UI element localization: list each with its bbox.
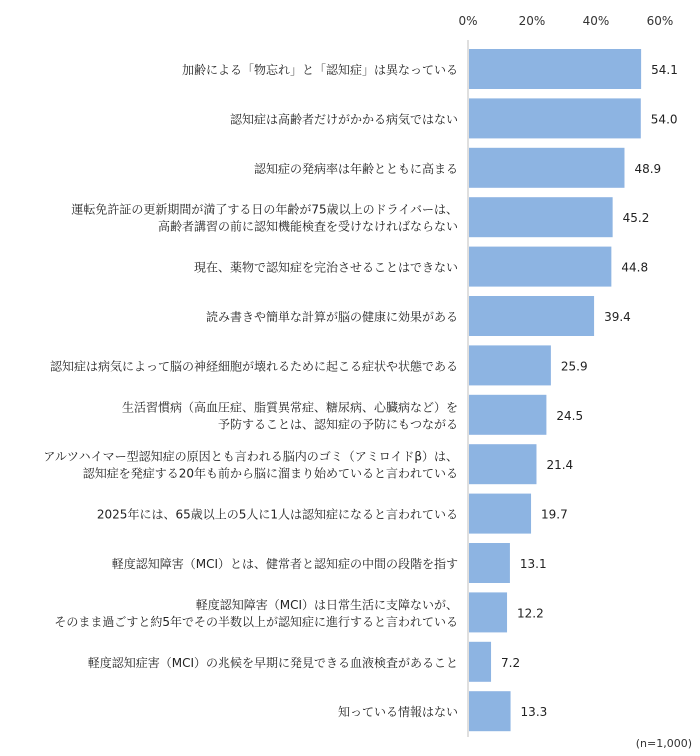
- bar: [469, 444, 536, 484]
- value-label: 48.9: [634, 161, 662, 176]
- x-tick-label: 0%: [458, 14, 478, 28]
- bar: [469, 296, 594, 336]
- x-tick-label: 60%: [646, 14, 674, 28]
- value-label: 13.3: [520, 705, 548, 720]
- category-label: 軽度認知障害（MCI）は日常生活に支障ないが、: [195, 597, 458, 612]
- value-label: 25.9: [560, 359, 588, 374]
- category-label: 認知症は高齢者だけがかかる病気ではない: [229, 112, 458, 127]
- category-label: アルツハイマー型認知症の原因とも言われる脳内のゴミ（アミロイドβ）は、: [43, 449, 458, 464]
- category-label: 軽度認知症害（MCI）の兆候を早期に発見できる血液検査があること: [87, 655, 458, 670]
- value-label: 54.0: [650, 112, 678, 127]
- value-label: 12.2: [517, 606, 544, 621]
- bar: [469, 691, 511, 731]
- bar: [469, 395, 546, 435]
- category-label: 軽度認知障害（MCI）とは、健常者と認知症の中間の段階を指す: [111, 557, 458, 571]
- sample-size-note: (n=1,000): [635, 737, 692, 750]
- bar: [469, 642, 491, 682]
- bar: [469, 148, 624, 188]
- value-label: 54.1: [651, 63, 678, 77]
- category-label: 現在、薬物で認知症を完治させることはできない: [193, 260, 458, 275]
- category-label: 知っている情報はない: [337, 705, 458, 720]
- value-label: 44.8: [621, 260, 649, 275]
- value-label: 24.5: [556, 408, 584, 423]
- category-labels: [43, 62, 458, 719]
- category-label: 読み書きや簡単な計算が脳の健康に効果がある: [205, 310, 458, 324]
- x-tick-label: 40%: [582, 14, 610, 28]
- category-label: 予防することは、認知症の予防にもつながる: [217, 417, 458, 432]
- value-label: 21.4: [546, 458, 574, 473]
- category-label: 認知症を発症する20年も前から脳に溜まり始めていると言われている: [82, 466, 458, 481]
- category-label: 生活習慣病（高血圧症、脂質異常症、糖尿病、心臓病など）を: [121, 400, 458, 415]
- bar: [469, 494, 531, 534]
- bar: [469, 247, 611, 287]
- category-label: 加齢による「物忘れ」と「認知症」は異なっている: [181, 63, 458, 77]
- value-label: 7.2: [501, 655, 521, 670]
- bar: [469, 98, 641, 138]
- bar: [469, 592, 507, 632]
- bar: [469, 49, 641, 89]
- category-label: 認知症の発病率は年齢とともに高まる: [253, 161, 458, 176]
- category-label: 2025年には、65歳以上の5人に1人は認知症になると言われている: [96, 507, 458, 522]
- category-label: 運転免許証の更新期間が満了する日の年齢が75歳以上のドライバーは、: [71, 202, 458, 217]
- bars: [469, 49, 641, 731]
- category-label: 高齢者講習の前に認知機能検査を受けなければならない: [157, 219, 458, 234]
- bar: [469, 543, 510, 583]
- x-axis-ticks: [458, 14, 673, 28]
- bar: [469, 345, 551, 385]
- value-label: 45.2: [622, 211, 650, 226]
- value-label: 19.7: [541, 507, 568, 522]
- category-label: 認知症は病気によって脳の神経細胞が壊れるために起こる症状や状態である: [49, 359, 458, 374]
- value-label: 39.4: [604, 310, 631, 324]
- category-label: そのまま過ごすと約5年でその半数以上が認知症に進行すると言われている: [54, 614, 458, 629]
- value-label: 13.1: [519, 557, 547, 571]
- x-tick-label: 20%: [518, 14, 546, 28]
- bar: [469, 197, 613, 237]
